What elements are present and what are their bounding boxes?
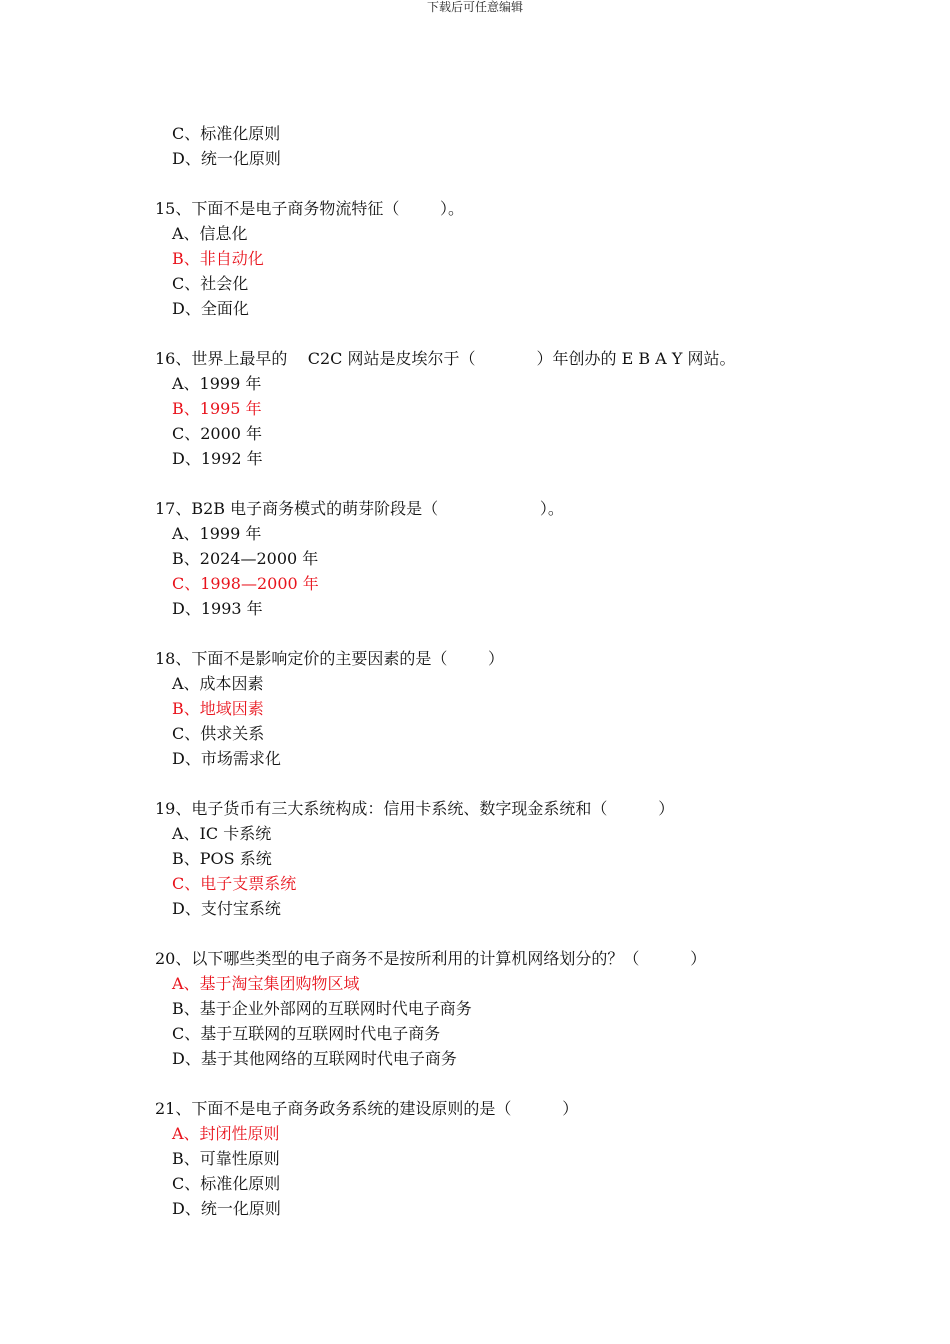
option-a: A、1999 年 — [172, 524, 262, 543]
option-d: D、统一化原则 — [172, 1199, 281, 1218]
question-15 — [155, 196, 855, 321]
option-c: C、供求关系 — [172, 724, 265, 743]
option-a: A、信息化 — [172, 224, 248, 243]
option-c: C、标准化原则 — [172, 1174, 281, 1193]
question-text: 16、世界上最早的 C2C 网站是皮埃尔于（ ）年创办的 E B A Y 网站。 — [155, 349, 736, 368]
option-b-correct: B、非自动化 — [172, 249, 264, 268]
option-c-correct: C、电子支票系统 — [172, 874, 297, 893]
question-16 — [155, 346, 855, 471]
option-c: C、2000 年 — [172, 424, 263, 443]
option-d: D、全面化 — [172, 299, 249, 318]
question-text: 17、B2B 电子商务模式的萌芽阶段是（ ）。 — [155, 499, 564, 518]
option-c-correct: C、1998—2000 年 — [172, 574, 319, 593]
question-17 — [155, 496, 855, 621]
question-19 — [155, 796, 855, 921]
option-a: A、成本因素 — [172, 674, 264, 693]
option-d: D、1992 年 — [172, 449, 263, 468]
spacer — [155, 1071, 855, 1096]
page-header: 下载后可任意编辑 — [426, 0, 523, 14]
spacer — [155, 621, 855, 646]
question-text: 18、下面不是影响定价的主要因素的是（ ） — [155, 649, 505, 668]
option-d: D、基于其他网络的互联网时代电子商务 — [172, 1049, 457, 1068]
spacer — [155, 171, 855, 196]
option-b-correct: B、1995 年 — [172, 399, 262, 418]
option-c: C、社会化 — [172, 274, 249, 293]
question-text: 19、电子货币有三大系统构成：信用卡系统、数字现金系统和（ ） — [155, 799, 675, 818]
option-carryover-c: C、标准化原则 — [172, 124, 281, 143]
exam-content — [155, 121, 855, 1221]
spacer — [155, 471, 855, 496]
spacer — [155, 321, 855, 346]
option-d: D、1993 年 — [172, 599, 263, 618]
question-text: 15、下面不是电子商务物流特征（ ）。 — [155, 199, 465, 218]
option-a-correct: A、封闭性原则 — [172, 1124, 280, 1143]
spacer — [155, 921, 855, 946]
option-c: C、基于互联网的互联网时代电子商务 — [172, 1024, 441, 1043]
option-b: B、基于企业外部网的互联网时代电子商务 — [172, 999, 472, 1018]
option-a-correct: A、基于淘宝集团购物区域 — [172, 974, 360, 993]
question-text: 20、以下哪些类型的电子商务不是按所利用的计算机网络划分的？（ ） — [155, 949, 707, 968]
spacer — [155, 771, 855, 796]
option-a: A、IC 卡系统 — [172, 824, 272, 843]
option-b-correct: B、地域因素 — [172, 699, 264, 718]
option-d: D、市场需求化 — [172, 749, 281, 768]
option-b: B、可靠性原则 — [172, 1149, 280, 1168]
option-b: B、POS 系统 — [172, 849, 272, 868]
question-18 — [155, 646, 855, 771]
option-a: A、1999 年 — [172, 374, 262, 393]
option-d: D、支付宝系统 — [172, 899, 281, 918]
question-21 — [155, 1096, 855, 1221]
option-carryover-d: D、统一化原则 — [172, 149, 281, 168]
question-text: 21、下面不是电子商务政务系统的建设原则的是（ ） — [155, 1099, 579, 1118]
option-b: B、2024—2000 年 — [172, 549, 319, 568]
question-20 — [155, 946, 855, 1071]
